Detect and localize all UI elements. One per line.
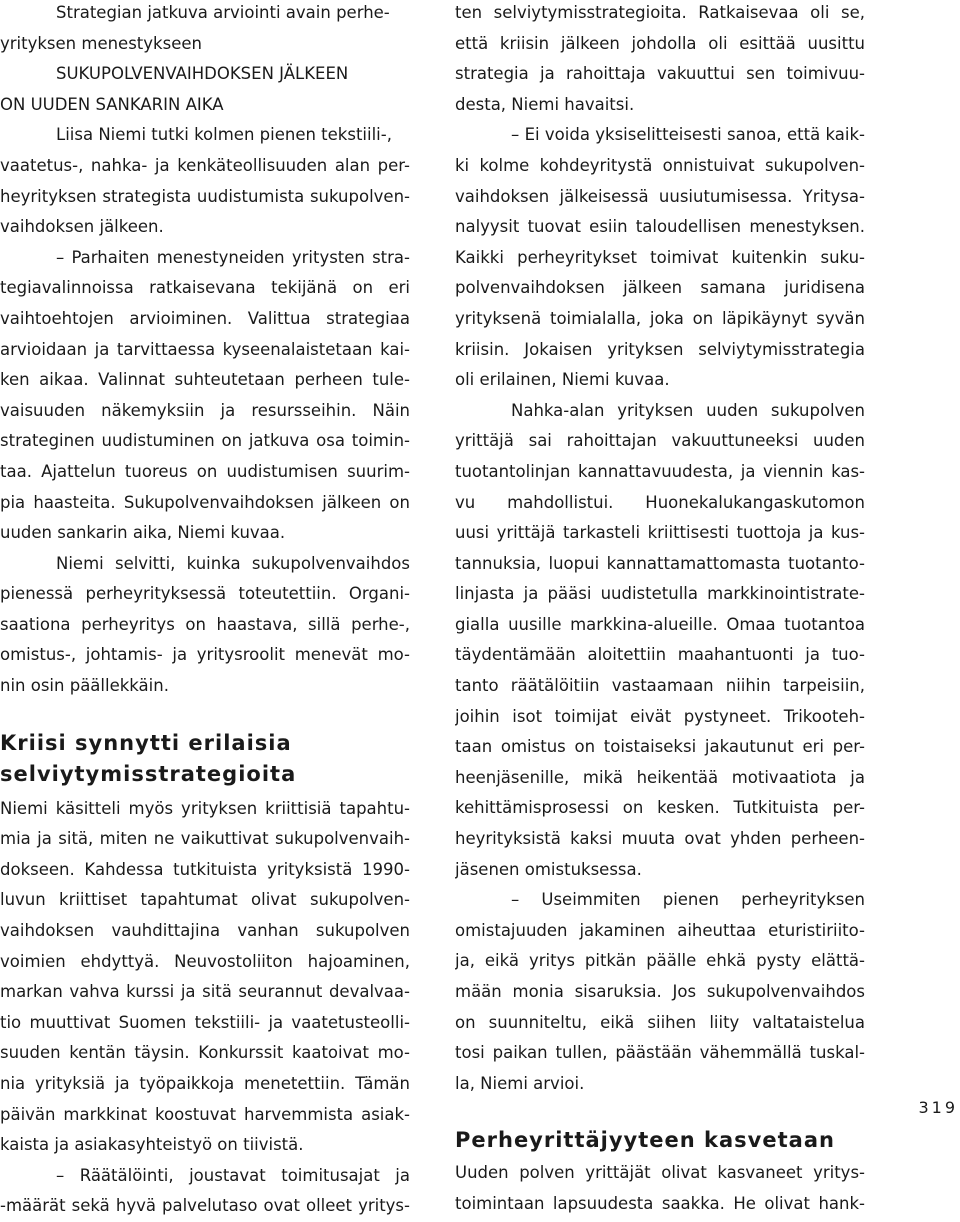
text-line: dokseen. Kahdessa tutkituista yrityksistä 1990- <box>0 859 410 879</box>
heading-line: selviytymisstrategioita <box>0 761 297 786</box>
text-line: heyrityksen strategista uudistumista sukupolven- <box>0 186 410 206</box>
text-line: Liisa Niemi tutki kolmen pienen tekstiili-, <box>56 125 392 145</box>
text-line: Kaikki perheyritykset toimivat kuitenkin suku- <box>455 247 865 267</box>
text-line: ON UUDEN SANKARIN AIKA <box>0 94 224 114</box>
text-line: ki kolme kohdeyritystä onnistuivat sukupolven- <box>455 155 865 175</box>
section-heading <box>0 728 410 790</box>
text-line: tio muuttivat Suomen tekstiili- ja vaatetusteolli- <box>0 1012 410 1032</box>
text-line: vaatetus-, nahka- ja kenkäteollisuuden alan per- <box>0 155 410 175</box>
text-line: ten selviytymisstrategioita. Ratkaisevaa oli se, <box>455 3 865 22</box>
text-line: yrityksenä toimialalla, joka on läpikäynyt syvän <box>455 308 865 328</box>
text-line: nalyysit tuovat esiin taloudellisen menestyksen. <box>455 217 865 237</box>
text-line: on suunniteltu, eikä siihen liity valtataistelua <box>455 1012 865 1032</box>
text-line: polvenvaihdoksen jälkeen samana juridisena <box>455 278 865 298</box>
text-line: vaihdoksen vauhdittajina vanhan sukupolven <box>0 921 410 941</box>
text-line: la, Niemi arvioi. <box>455 1073 585 1093</box>
text-line: Nahka-alan yrityksen uuden sukupolven <box>511 400 865 420</box>
page-number: 319 <box>918 1098 958 1117</box>
text-line: taa. Ajattelun tuoreus on uudistumisen suurim- <box>0 461 410 481</box>
text-line: vaihtoehtojen arvioiminen. Valittua strategiaa <box>0 308 410 328</box>
left-column <box>0 0 410 1222</box>
heading-line: Kriisi synnytti erilaisia <box>0 730 292 755</box>
text-line: Uuden polven yrittäjät olivat kasvaneet yritys- <box>455 1163 865 1183</box>
text-line: pia haasteita. Sukupolvenvaihdoksen jälkeen on <box>0 492 410 512</box>
text-line: yrittäjä sai rahoittajan vakuuttuneeksi uuden <box>455 431 865 451</box>
paragraph <box>0 1161 410 1222</box>
text-line: nin osin päällekkäin. <box>0 676 169 696</box>
text-line: jäsenen omistuksessa. <box>455 859 642 879</box>
text-line: tannuksia, luopui kannattamattomasta tuotanto- <box>455 553 865 573</box>
section-heading <box>455 1125 865 1156</box>
text-line: omistus-, johtamis- ja yritysroolit menevät mo- <box>0 645 410 665</box>
text-line: ken aikaa. Valinnat suhteutetaan perheen tule- <box>0 370 410 390</box>
text-line: tegiavalinnoissa ratkaisevana tekijänä on eri <box>0 278 410 298</box>
text-line: vaisuuden näkemyksiin ja resursseihin. Näin <box>0 400 410 420</box>
paragraph <box>455 396 865 886</box>
text-line: heenjäsenille, mikä heikentää motivaatiota ja <box>455 767 865 787</box>
text-line: markan vahva kurssi ja sitä seurannut devalvaa- <box>0 982 410 1002</box>
text-line: että kriisin jälkeen johdolla oli esittää uusittu <box>455 33 865 53</box>
paragraph <box>0 549 410 702</box>
text-line: linjasta ja pääsi uudistetulla markkinointistrate- <box>455 584 865 604</box>
text-line: nia yrityksiä ja työpaikkoja menetettiin. Tämän <box>0 1074 410 1093</box>
text-line: strateginen uudistuminen on jatkuva osa toimin- <box>0 431 410 451</box>
text-line: mia ja sitä, miten ne vaikuttivat sukupolvenvaih- <box>0 829 410 849</box>
text-line: tosi paikan tullen, päästään vähemmällä tuskal- <box>455 1043 865 1063</box>
text-line: SUKUPOLVENVAIHDOKSEN JÄLKEEN <box>56 64 349 84</box>
text-line: Strategian jatkuva arviointi avain perhe- <box>56 3 390 22</box>
text-line: Niemi selvitti, kuinka sukupolvenvaihdos <box>56 553 410 573</box>
text-line: taan omistus on toistaiseksi jakautunut eri per- <box>455 737 865 757</box>
text-line: ja, eikä yritys pitkän päälle ehkä pysty elättä- <box>455 951 865 971</box>
paragraph <box>455 885 865 1099</box>
paragraph <box>0 243 410 549</box>
text-line: uusi yrittäjä tarkasteli kriittisesti tuottoja ja kus- <box>455 523 865 543</box>
intro-block <box>0 0 410 243</box>
text-line: suuden kentän täysin. Konkurssit kaatoivat mo- <box>0 1043 410 1063</box>
text-line: heyrityksistä kaksi muuta ovat yhden perheen- <box>455 829 865 849</box>
text-line: kaista ja asiakasyhteistyö on tiivistä. <box>0 1135 304 1155</box>
text-line: toimintaan lapsuudesta saakka. He olivat hank- <box>455 1193 865 1213</box>
paragraph <box>455 0 865 120</box>
paragraph <box>0 794 410 1161</box>
text-line: Niemi käsitteli myös yrityksen kriittisiä tapahtu- <box>0 798 410 818</box>
text-line: kriisin. Jokaisen yrityksen selviytymisstrategia <box>455 339 865 359</box>
text-line: – Useimmiten pienen perheyrityksen <box>511 890 865 910</box>
text-line: päivän markkinat koostuvat harvemmista asiak- <box>0 1104 410 1124</box>
text-line: – Ei voida yksiselitteisesti sanoa, että kaik- <box>511 125 865 145</box>
text-line: joihin isot toimijat eivät pystyneet. Trikooteh- <box>455 706 865 726</box>
text-line: tanto räätälöitiin vastaamaan niihin tarpeisiin, <box>455 676 865 696</box>
text-line: vaihdoksen jälkeisessä uusiutumisessa. Yritysa- <box>455 186 865 206</box>
text-line: saationa perheyritys on haastava, sillä perhe-, <box>0 614 410 634</box>
text-line: vaihdoksen jälkeen. <box>0 217 164 237</box>
text-line: mään monia sisaruksia. Jos sukupolvenvaihdos <box>455 982 865 1001</box>
text-line: tuotantolinjan kannattavuudesta, ja viennin kas- <box>455 461 865 481</box>
text-line: vu mahdollistui. Huonekalukangaskutomon <box>455 492 865 512</box>
text-line: arvioidaan ja tarvittaessa kyseenalaistetaan kai- <box>0 339 410 359</box>
text-line: luvun kriittiset tapahtumat olivat sukupolven- <box>0 890 410 910</box>
text-line: -määrät sekä hyvä palvelutaso ovat olleet yritys- <box>0 1196 410 1216</box>
text-line: desta, Niemi havaitsi. <box>455 94 635 114</box>
text-line: oli erilainen, Niemi kuvaa. <box>455 370 670 390</box>
text-line: uuden sankarin aika, Niemi kuvaa. <box>0 523 286 543</box>
text-line: yrityksen menestykseen <box>0 33 202 53</box>
text-line: voimien ehdyttyä. Neuvostoliiton hajoaminen, <box>0 951 410 971</box>
text-line: täydentämään aloitettiin maahantuonti ja tuo- <box>455 645 865 665</box>
text-line: kehittämisprosessi on kesken. Tutkituista per- <box>455 798 865 818</box>
text-line: – Parhaiten menestyneiden yritysten stra- <box>56 247 410 267</box>
text-line: – Räätälöinti, joustavat toimitusajat ja <box>56 1165 410 1185</box>
text-line: gialla uusille markkina-alueille. Omaa tuotantoa <box>455 614 865 634</box>
right-column <box>455 0 865 1220</box>
text-line: omistajuuden jakaminen aiheuttaa eturistiriito- <box>455 920 865 940</box>
text-line: pienessä perheyrityksessä toteutettiin. Organi- <box>0 584 410 604</box>
paragraph <box>455 120 865 395</box>
paragraph <box>455 1158 865 1219</box>
heading-line: Perheyrittäjyyteen kasvetaan <box>455 1128 835 1153</box>
text-line: strategia ja rahoittaja vakuuttui sen toimivuu- <box>455 64 865 84</box>
